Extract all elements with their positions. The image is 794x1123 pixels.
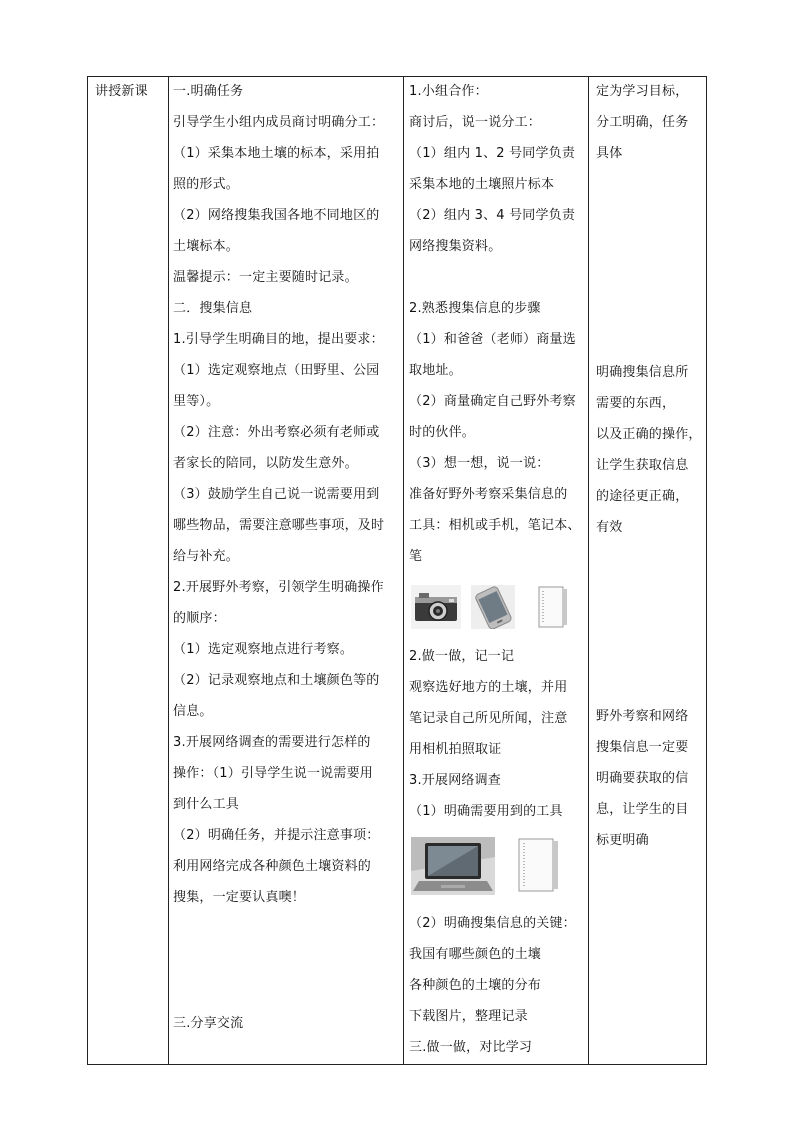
student-line: （3）想一想，说一说： [409,456,550,471]
teacher-line: 搜集，一定要认真噢！ [173,890,306,905]
intent-line: 明确搜集信息所 [596,365,689,380]
teacher-line: （1）选定观察地点（田野里、公园 [173,363,380,378]
intent-line: 具体 [596,146,623,161]
student-line: 准备好野外考察采集信息的 [409,487,568,502]
teacher-line: 给与补充。 [173,549,240,564]
student-line: 1.小组合作： [409,84,488,99]
intent-line: 标更明确 [596,833,649,848]
laptop-photo [411,837,495,895]
student-line: 取地址。 [409,363,462,378]
teacher-line: 一.明确任务 [173,84,244,99]
student-line: （2）组内 3、4 号同学负责 [409,208,576,223]
intent-line: 息，让学生的目 [596,802,689,817]
student-line: （2）明确搜集信息的关键： [409,916,576,931]
teacher-line: 操作：（1）引导学生说一说需要用 [173,766,373,781]
student-line: 我国有哪些颜色的土壤 [409,947,542,962]
student-line: 用相机拍照取证 [409,742,502,757]
intent-line: 分工明确，任务 [596,115,689,130]
teacher-line: 照的形式。 [173,177,240,192]
teacher-line: （2）明确任务，并提示注意事项： [173,828,380,843]
teacher-line: （3）鼓励学生自己说一说需要用到 [173,487,380,502]
notebook-icon [535,585,569,629]
teacher-line: 土壤标本。 [173,239,240,254]
teacher-line: （1）采集本地土壤的标本，采用拍 [173,146,380,161]
student-line: （2）商量确定自己野外考察 [409,394,576,409]
teacher-line: 2.开展野外考察，引领学生明确操作 [173,580,384,595]
section-column [88,77,168,1064]
student-line: （1）明确需要用到的工具 [409,804,563,819]
teacher-line: 温馨提示：一定主要随时记录。 [173,270,358,285]
teacher-line: 哪些物品，需要注意哪些事项，及时 [173,518,385,533]
smartphone-photo [471,585,515,629]
teacher-activity-column [168,77,403,1064]
teacher-line: 3.开展网络调查的需要进行怎样的 [173,735,371,750]
student-line: 采集本地的土壤照片标本 [409,177,555,192]
teacher-line: （2）注意：外出考察必须有老师或 [173,425,380,440]
intent-line: 明确要获取的信 [596,771,689,786]
student-line: 2.熟悉搜集信息的步骤 [409,301,541,316]
teacher-line: 三.分享交流 [173,1016,244,1031]
teacher-line: 到什么工具 [173,797,240,812]
intent-line: 定为学习目标， [596,84,689,99]
student-line: 3.开展网络调查 [409,773,502,788]
student-line: 工具：相机或手机，笔记本、 [409,518,581,533]
teacher-line: （2）网络搜集我国各地不同地区的 [173,208,380,223]
student-line: 三.做一做，对比学习 [409,1040,533,1055]
camera-photo [411,585,461,629]
student-line: 观察选好地方的土壤，并用 [409,680,568,695]
lesson-table [87,76,707,1065]
intent-line: 野外考察和网络 [596,709,689,724]
student-line: 笔 [409,549,423,564]
notebook-photo [511,837,563,893]
intent-line: 搜集信息一定要 [596,740,689,755]
student-line: （1）组内 1、2 号同学负责 [409,146,576,161]
student-line: 笔记录自己所见所闻，注意 [409,711,568,726]
intent-line: 让学生获取信息 [596,458,689,473]
teacher-line: 者家长的陪同，以防发生意外。 [173,456,358,471]
student-line: 商讨后，说一说分工： [409,115,542,130]
teacher-line: （2）记录观察地点和土壤颜色等的 [173,673,380,688]
notebook-icon [511,837,563,893]
student-line: 各种颜色的土壤的分布 [409,978,542,993]
intent-line: 的途径更正确， [596,489,689,504]
teacher-line: 里等）。 [173,394,220,409]
teacher-line: 二．搜集信息 [173,301,253,316]
section-label: 讲授新课 [95,84,148,99]
student-line: 下载图片，整理记录 [409,1009,528,1024]
teacher-line: 信息。 [173,704,213,719]
student-line: 2.做一做，记一记 [409,649,515,664]
student-line: 网络搜集资料。 [409,239,502,254]
intent-line: 以及正确的操作， [596,427,702,442]
teacher-line: 的顺序： [173,611,226,626]
teacher-line: （1）选定观察地点进行考察。 [173,642,354,657]
student-line: 时的伙伴。 [409,425,476,440]
smartphone-icon [471,585,515,629]
teacher-line: 利用网络完成各种颜色土壤资料的 [173,859,372,874]
notebook-photo [535,585,569,629]
student-line: （1）和爸爸（老师）商量选 [409,332,576,347]
camera-icon [411,585,461,629]
laptop-icon [411,837,495,895]
teacher-line: 1.引导学生明确目的地，提出要求： [173,332,384,347]
intent-line: 需要的东西， [596,396,676,411]
intent-line: 有效 [596,520,623,535]
teacher-line: 引导学生小组内成员商讨明确分工： [173,115,385,130]
design-intent-column [588,77,708,1064]
student-activity-column [403,77,588,1064]
